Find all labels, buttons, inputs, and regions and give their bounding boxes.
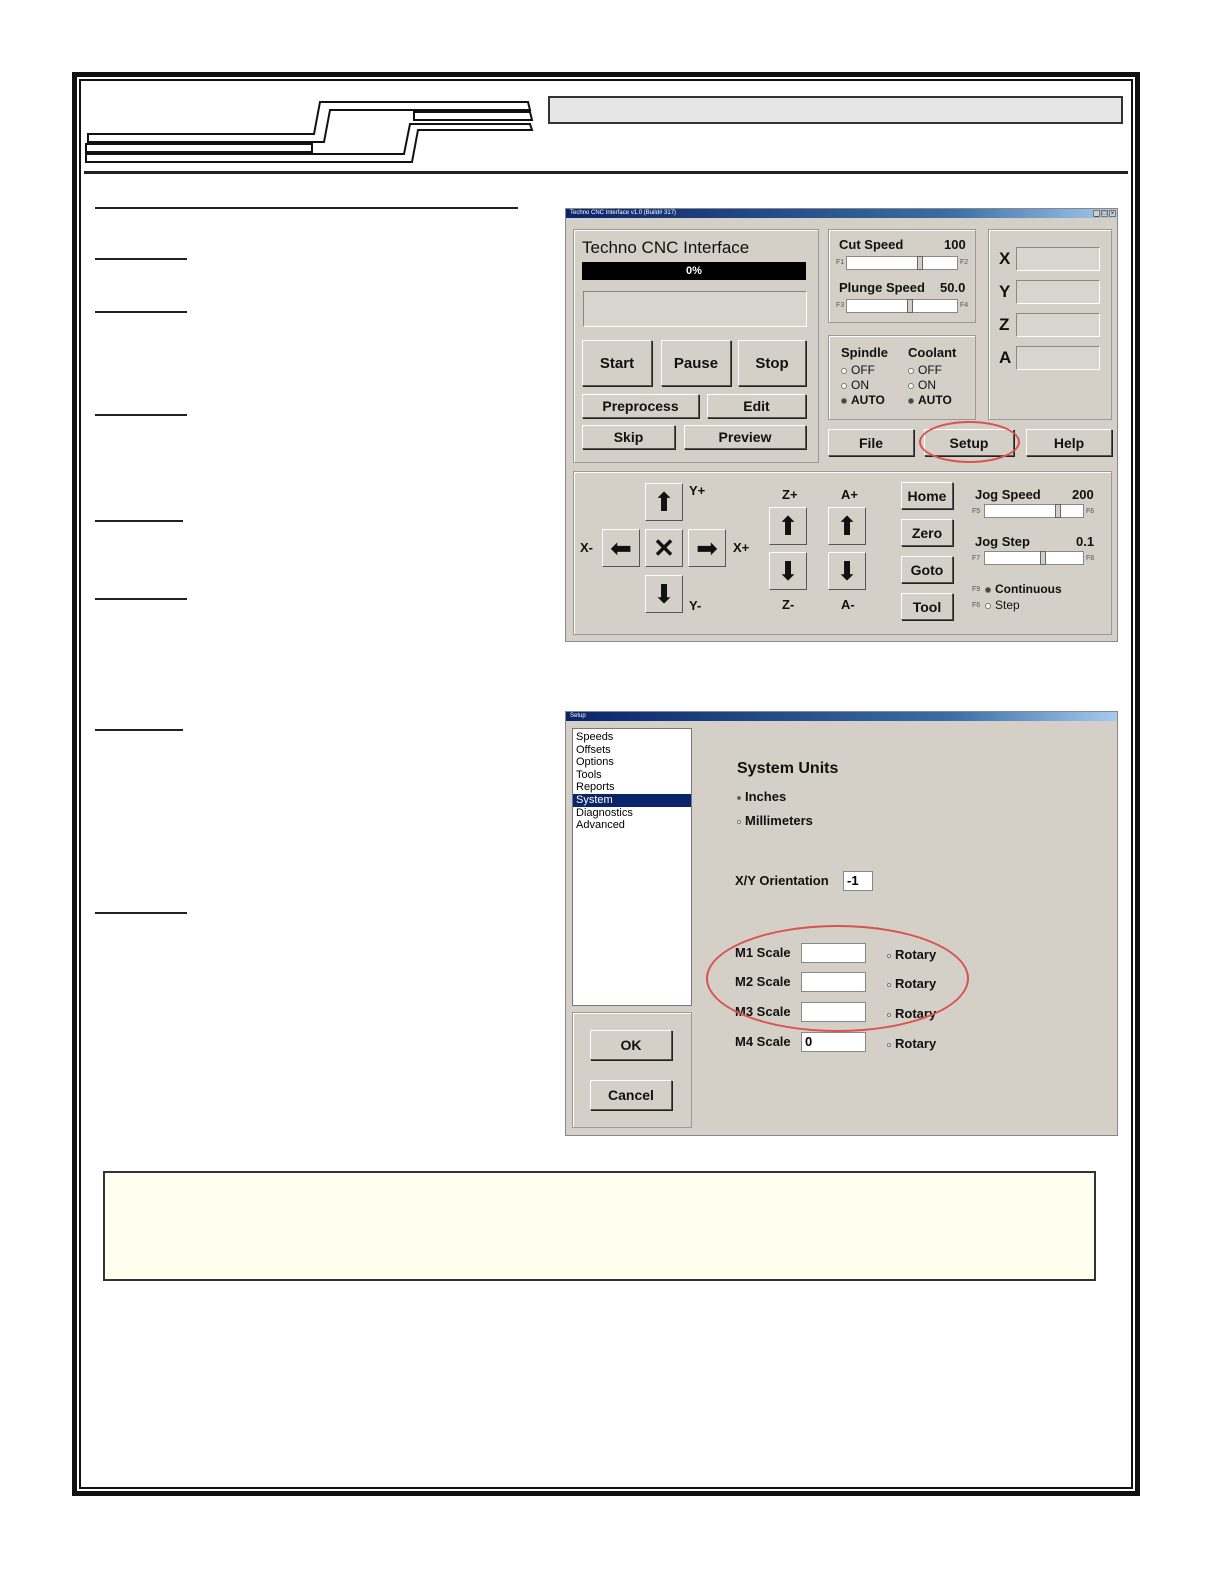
tool-button[interactable]: Tool <box>901 593 953 620</box>
step-rule <box>95 258 187 260</box>
list-item[interactable]: Tools <box>576 768 602 781</box>
window-titlebar <box>566 712 1117 721</box>
m2-rotary-radio[interactable]: Rotary <box>887 976 936 991</box>
arrow-down-icon: ⬇ <box>836 555 858 586</box>
arrow-left-icon: ⬅ <box>610 532 632 563</box>
list-item[interactable]: Speeds <box>576 731 614 743</box>
window-titlebar <box>566 209 1117 218</box>
cut-speed-slider[interactable] <box>846 256 958 270</box>
company-logo <box>84 98 534 164</box>
arrow-down-icon: ⬇ <box>777 555 799 586</box>
step-key: F6 <box>972 602 981 609</box>
stop-button[interactable]: Stop <box>738 340 806 386</box>
list-item[interactable]: Diagnostics <box>576 806 633 819</box>
jog-speed-label: Jog Speed <box>975 487 1041 502</box>
axis-x-readout <box>1016 247 1100 271</box>
jog-a-minus-button[interactable] <box>828 552 866 590</box>
xy-orientation-input[interactable]: -1 <box>843 871 873 891</box>
jog-step-label: Jog Step <box>975 534 1030 549</box>
plunge-speed-key-right: F4 <box>960 302 969 309</box>
radio-selected-icon <box>985 587 991 593</box>
setup-category-list[interactable] <box>572 728 692 1006</box>
continuous-key: F9 <box>972 586 981 593</box>
list-item[interactable]: Reports <box>576 781 615 794</box>
spindle-label: Spindle <box>841 345 888 360</box>
a-plus-label: A+ <box>841 487 858 502</box>
step-rule <box>95 598 187 600</box>
jog-continuous-radio[interactable]: Continuous <box>985 582 1062 596</box>
start-button[interactable]: Start <box>582 340 652 386</box>
coolant-auto-radio[interactable]: AUTO <box>908 393 952 407</box>
step-rule <box>95 729 183 731</box>
jog-speed-slider[interactable] <box>984 504 1084 518</box>
setup-button[interactable]: Setup <box>924 429 1014 456</box>
preprocess-button[interactable]: Preprocess <box>582 394 699 418</box>
z-minus-label: Z- <box>782 597 795 612</box>
plunge-speed-key-left: F3 <box>836 302 845 309</box>
axis-z-label: Z <box>999 315 1010 334</box>
list-item[interactable]: Advanced <box>576 819 625 832</box>
m1-rotary-radio[interactable]: Rotary <box>887 947 936 962</box>
list-item-selected[interactable]: System <box>573 794 691 807</box>
jog-step-value: 0.1 <box>1076 534 1095 549</box>
arrow-up-icon: ⬆ <box>777 510 799 541</box>
coolant-off-radio[interactable]: OFF <box>908 363 942 377</box>
plunge-speed-slider[interactable] <box>846 299 958 313</box>
status-display <box>583 291 807 327</box>
step-rule <box>95 311 187 313</box>
setup-highlight-ellipse <box>919 421 1020 463</box>
step-rule <box>95 414 187 416</box>
list-item[interactable]: Options <box>576 756 614 769</box>
jog-speed-value: 200 <box>1072 487 1094 502</box>
x-minus-label: X- <box>580 540 593 555</box>
arrow-down-icon: ⬇ <box>653 578 675 609</box>
step-rule <box>95 520 183 522</box>
section-heading-rule <box>95 207 518 209</box>
file-button[interactable]: File <box>828 429 914 456</box>
window-title: Techno CNC Interface v1.0 (Build# 317) <box>570 210 677 216</box>
progress-bar: 0% <box>582 262 806 280</box>
list-item[interactable]: Offsets <box>576 743 611 756</box>
axis-y-label: Y <box>999 282 1011 301</box>
ok-button[interactable]: OK <box>590 1030 672 1060</box>
zero-button[interactable]: Zero <box>901 519 953 546</box>
inches-radio[interactable]: Inches <box>737 789 786 804</box>
jog-x-plus-button[interactable] <box>688 529 726 567</box>
axis-a-readout <box>1016 346 1100 370</box>
axis-z-readout <box>1016 313 1100 337</box>
jog-z-plus-button[interactable] <box>769 507 807 545</box>
axis-x-label: X <box>999 249 1011 268</box>
coolant-label: Coolant <box>908 345 957 360</box>
cut-speed-label: Cut Speed <box>839 237 904 252</box>
pause-button[interactable]: Pause <box>661 340 731 386</box>
radio-icon <box>737 820 741 824</box>
page-title-box <box>548 96 1123 124</box>
m2-scale-label: M2 Scale <box>735 974 791 989</box>
radio-icon <box>908 368 914 374</box>
jog-z-minus-button[interactable] <box>769 552 807 590</box>
jog-step-radio[interactable]: Step <box>985 598 1020 612</box>
arrow-up-icon: ⬆ <box>836 510 858 541</box>
millimeters-radio[interactable]: Millimeters <box>737 813 813 828</box>
xy-orientation-label: X/Y Orientation <box>735 873 829 888</box>
minimize-icon[interactable]: _ <box>1094 211 1099 217</box>
a-minus-label: A- <box>841 597 855 612</box>
jog-y-minus-button[interactable] <box>645 575 683 613</box>
radio-icon <box>887 1043 891 1047</box>
x-plus-label: X+ <box>733 540 750 555</box>
arrow-right-icon: ➡ <box>696 532 718 563</box>
jog-step-key-left: F7 <box>972 555 981 562</box>
radio-icon <box>908 383 914 389</box>
close-icon[interactable]: × <box>1110 211 1115 217</box>
cut-speed-key-left: F1 <box>836 259 845 266</box>
radio-icon <box>985 603 991 609</box>
plunge-speed-label: Plunge Speed <box>839 280 925 295</box>
jog-y-plus-button[interactable] <box>645 483 683 521</box>
help-button[interactable]: Help <box>1026 429 1112 456</box>
radio-selected-icon <box>908 398 914 404</box>
window-title: Setup <box>570 713 586 719</box>
preview-button[interactable]: Preview <box>684 425 806 449</box>
radio-selected-icon <box>841 398 847 404</box>
jog-speed-key-right: F6 <box>1086 508 1095 515</box>
cnc-interface-window <box>565 208 1118 642</box>
axis-a-label: A <box>999 348 1012 367</box>
header-divider <box>84 171 1128 174</box>
step-rule <box>95 912 187 914</box>
coolant-on-radio[interactable]: ON <box>908 378 936 392</box>
y-plus-label: Y+ <box>689 483 706 498</box>
spindle-on-radio[interactable]: ON <box>841 378 869 392</box>
radio-icon <box>841 368 847 374</box>
cut-speed-key-right: F2 <box>960 259 969 266</box>
jog-step-key-right: F8 <box>1086 555 1095 562</box>
jog-speed-key-left: F5 <box>972 508 981 515</box>
y-minus-label: Y- <box>689 598 702 613</box>
m4-rotary-radio[interactable]: Rotary <box>887 1036 936 1051</box>
radio-selected-icon <box>737 796 741 800</box>
scale-highlight-ellipse <box>706 925 969 1032</box>
goto-button[interactable]: Goto <box>901 556 953 583</box>
m1-scale-label: M1 Scale <box>735 945 791 960</box>
system-units-label: System Units <box>737 760 839 777</box>
skip-button[interactable]: Skip <box>582 425 675 449</box>
arrow-up-icon: ⬆ <box>653 486 675 517</box>
m3-rotary-radio[interactable]: Rotary <box>887 1006 936 1021</box>
home-button[interactable]: Home <box>901 482 953 509</box>
cut-speed-value: 100 <box>944 237 966 252</box>
spindle-off-radio[interactable]: OFF <box>841 363 875 377</box>
jog-a-plus-button[interactable] <box>828 507 866 545</box>
jog-x-minus-button[interactable] <box>602 529 640 567</box>
edit-button[interactable]: Edit <box>707 394 806 418</box>
spindle-auto-radio[interactable]: AUTO <box>841 393 885 407</box>
plunge-speed-value: 50.0 <box>940 280 966 295</box>
cancel-button[interactable]: Cancel <box>590 1080 672 1110</box>
m4-scale-input[interactable]: 0 <box>801 1032 866 1052</box>
setup-window <box>565 711 1118 1136</box>
maximize-icon[interactable]: □ <box>1102 211 1107 217</box>
m4-scale-label: M4 Scale <box>735 1034 791 1049</box>
cross-icon: ✕ <box>653 532 675 563</box>
jog-stop-button[interactable] <box>645 529 683 567</box>
axis-y-readout <box>1016 280 1100 304</box>
jog-step-slider[interactable] <box>984 551 1084 565</box>
m3-scale-label: M3 Scale <box>735 1004 791 1019</box>
app-title: Techno CNC Interface <box>582 238 750 257</box>
radio-icon <box>841 383 847 389</box>
note-box <box>103 1171 1096 1281</box>
z-plus-label: Z+ <box>782 487 798 502</box>
